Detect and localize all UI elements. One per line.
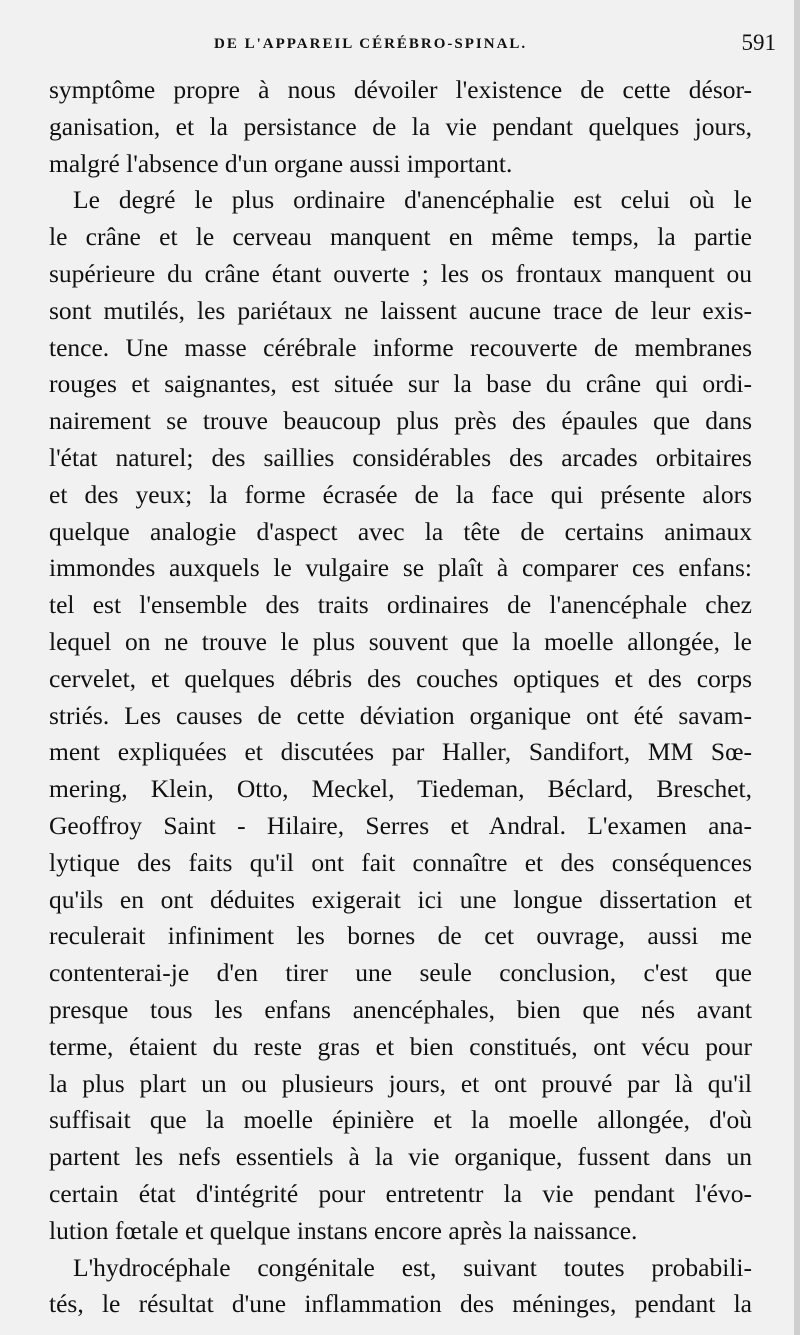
- text-line: immondes auxquels le vulgaire se plaît à comparer ces enfans:: [49, 553, 752, 583]
- page-header: [0, 30, 800, 62]
- text-line: ganisation, et la persistance de la vie pendant quelques jours,: [49, 111, 752, 141]
- text-line: tel est l'ensemble des traits ordinaires de l'anencéphale chez: [49, 590, 752, 620]
- text-line: symptôme propre à nous dévoiler l'existence de cette désor-: [49, 75, 752, 104]
- running-title: DE L'APPAREIL CÉRÉBRO-SPINAL.: [214, 36, 528, 52]
- text-line: tence. Une masse cérébrale informe recouverte de membranes: [49, 332, 752, 362]
- body-text: [49, 72, 752, 1323]
- page-number: 591: [741, 30, 776, 55]
- text-line: la plus plart un ou plusieurs jours, et ont prouvé par là qu'il: [49, 1068, 752, 1098]
- text-line: le crâne et le cerveau manquent en même temps, la partie: [49, 222, 752, 252]
- text-line: qu'ils en ont déduites exigerait ici une longue dissertation et: [49, 884, 752, 914]
- text-line: lequel on ne trouve le plus souvent que la moelle allongée, le: [49, 626, 752, 656]
- text-line: supérieure du crâne étant ouverte ; les os frontaux manquent ou: [49, 258, 752, 288]
- text-line: suffisait que la moelle épinière et la moelle allongée, d'où: [49, 1105, 752, 1135]
- text-line: certain état d'intégrité pour entretentr la vie pendant l'évo-: [49, 1178, 752, 1208]
- text-line: cervelet, et quelques débris des couches optiques et des corps: [49, 663, 752, 693]
- text-line: Geoffroy Saint - Hilaire, Serres et Andral. L'examen ana-: [49, 810, 752, 840]
- page-edge-shadow: [794, 0, 800, 1335]
- text-line: striés. Les causes de cette déviation organique ont été savam-: [49, 700, 752, 730]
- text-line: rouges et saignantes, est située sur la base du crâne qui ordi-: [49, 369, 752, 399]
- text-line: l'état naturel; des saillies considérables des arcades orbitaires: [49, 442, 752, 472]
- text-line: tés, le résultat d'une inflammation des méninges, pendant la: [49, 1289, 752, 1319]
- text-line: contenterai-je d'en tirer une seule conclusion, c'est que: [49, 958, 752, 988]
- text-line: partent les nefs essentiels à la vie organique, fussent dans un: [49, 1142, 752, 1172]
- text-line: L'hydrocéphale congénitale est, suivant toutes probabili-: [73, 1252, 752, 1282]
- text-line: ment expliquées et discutées par Haller, Sandifort, MM Sœ-: [49, 737, 752, 767]
- text-line: terme, étaient du reste gras et bien constitués, ont vécu pour: [49, 1031, 752, 1061]
- text-line: mering, Klein, Otto, Meckel, Tiedeman, Béclard, Breschet,: [49, 774, 752, 804]
- text-line: nairement se trouve beaucoup plus près des épaules que dans: [49, 406, 752, 436]
- text-line: lution fœtale et quelque instans encore après la naissance.: [49, 1215, 638, 1245]
- text-line: presque tous les enfans anencéphales, bien que nés avant: [49, 994, 752, 1024]
- text-line: lytique des faits qu'il ont fait connaître et des conséquences: [49, 847, 752, 877]
- text-line: et des yeux; la forme écrasée de la face qui présente alors: [49, 479, 752, 509]
- text-line: Le degré le plus ordinaire d'anencéphalie est celui où le: [73, 185, 752, 215]
- text-line: malgré l'absence d'un organe aussi important.: [49, 148, 513, 178]
- text-line: reculerait infiniment les bornes de cet ouvrage, aussi me: [49, 921, 752, 951]
- text-line: quelque analogie d'aspect avec la tête de certains animaux: [49, 516, 752, 546]
- text-line: sont mutilés, les pariétaux ne laissent aucune trace de leur exis-: [49, 295, 752, 325]
